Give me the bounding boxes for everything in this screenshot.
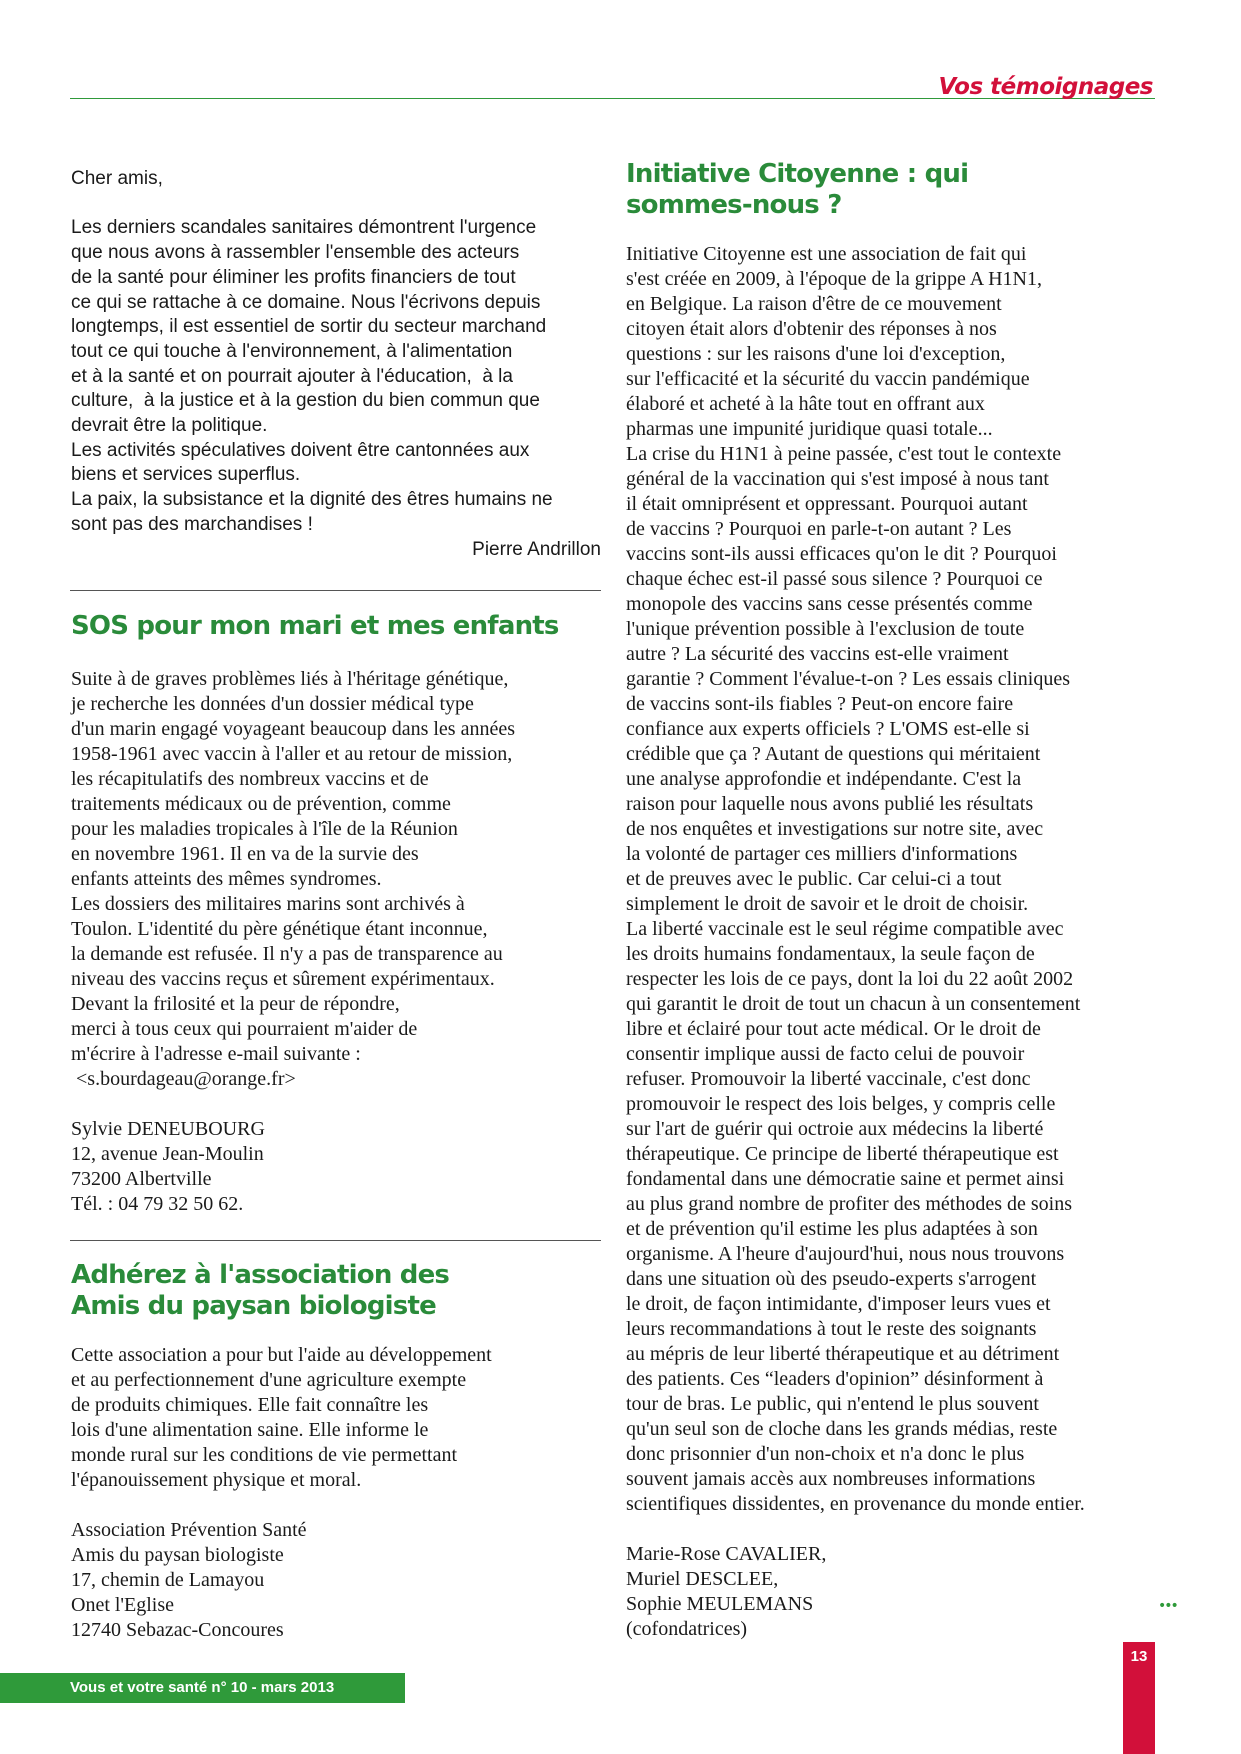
- initiative-line: l'unique prévention possible à l'exclusion de toute: [626, 618, 1025, 640]
- initiative-line: refuser. Promouvoir la liberté vaccinale, c'est donc: [626, 1068, 1031, 1090]
- initiative-line: s'est créée en 2009, à l'époque de la grippe A H1N1,: [626, 268, 1042, 290]
- amis-contact-line: Amis du paysan biologiste: [71, 1544, 284, 1566]
- initiative-line: crédible que ça ? Autant de questions qui méritaient: [626, 743, 1041, 765]
- initiative-line: raison pour laquelle nous avons publié les résultats: [626, 793, 1034, 815]
- initiative-line: La liberté vaccinale est le seul régime compatible avec: [626, 918, 1064, 940]
- amis-line: l'épanouissement physique et moral.: [71, 1469, 362, 1491]
- sos-article: [71, 667, 601, 1217]
- initiative-line: la volonté de partager ces milliers d'informations: [626, 843, 1018, 865]
- sos-line: enfants atteints des mêmes syndromes.: [71, 868, 382, 890]
- letter-block: [71, 167, 601, 562]
- footer-magazine: Vous et votre santé n° 10 - mars 2013: [70, 1679, 335, 1696]
- initiative-line: Initiative Citoyenne est une association de fait qui: [626, 243, 1027, 265]
- initiative-line: général de la vaccination qui s'est imposé à nous tant: [626, 468, 1049, 490]
- sos-line: 1958-1961 avec vaccin à l'aller et au retour de mission,: [71, 743, 513, 765]
- amis-contact-line: Association Prévention Santé: [71, 1519, 307, 1541]
- initiative-line: sur l'efficacité et la sécurité du vaccin pandémique: [626, 368, 1030, 390]
- amis-contact-line: 17, chemin de Lamayou: [71, 1569, 265, 1591]
- sos-line: traitements médicaux ou de prévention, comme: [71, 793, 451, 815]
- initiative-line: respecter les lois de ce pays, dont la loi du 22 août 2002: [626, 968, 1074, 990]
- letter-line: devrait être la politique.: [71, 415, 268, 437]
- initiative-line: souvent jamais accès aux nombreuses informations: [626, 1468, 1036, 1490]
- initiative-line: qu'un seul son de cloche dans les grands médias, reste: [626, 1418, 1058, 1440]
- initiative-line: il était omniprésent et oppressant. Pourquoi autant: [626, 493, 1028, 515]
- initiative-line: questions : sur les raisons d'une loi d'exception,: [626, 343, 1006, 365]
- initiative-line: tour de bras. Le public, qui n'entend le plus souvent: [626, 1393, 1039, 1415]
- initiative-line: de vaccins ? Pourquoi en parle-t-on autant ? Les: [626, 518, 1012, 540]
- signatory-line: Marie-Rose CAVALIER,: [626, 1543, 827, 1565]
- sos-line: Suite à de graves problèmes liés à l'héritage génétique,: [71, 668, 509, 690]
- sos-line: m'écrire à l'adresse e-mail suivante :: [71, 1043, 361, 1065]
- amis-contact: [71, 1518, 601, 1643]
- initiative-line: promouvoir le respect des lois belges, y compris celle: [626, 1093, 1056, 1115]
- page-number: 13: [1130, 1648, 1148, 1665]
- initiative-line: en Belgique. La raison d'être de ce mouvement: [626, 293, 1002, 315]
- amis-contact-line: Onet l'Eglise: [71, 1594, 175, 1616]
- sos-line: la demande est refusée. Il n'y a pas de transparence au: [71, 943, 503, 965]
- sos-line: niveau des vaccins reçus et sûrement expérimentaux.: [71, 968, 495, 990]
- sos-line: merci à tous ceux qui pourraient m'aider de: [71, 1018, 418, 1040]
- letter-line: biens et services superflus.: [71, 464, 301, 486]
- sos-line: les récapitulatifs des nombreux vaccins et de: [71, 768, 429, 790]
- sos-contact-line: 73200 Albertville: [71, 1168, 212, 1190]
- amis-title-line: Amis du paysan biologiste: [71, 1291, 436, 1321]
- initiative-line: dans une situation où des pseudo-experts s'arrogent: [626, 1268, 1037, 1290]
- signatory-line: (cofondatrices): [626, 1618, 748, 1640]
- amis-line: Cette association a pour but l'aide au développement: [71, 1344, 492, 1366]
- divider-2: [70, 1240, 601, 1241]
- initiative-line: monopole des vaccins sans cesse présentés comme: [626, 593, 1033, 615]
- continue-dots: •••: [1158, 1598, 1177, 1614]
- sos-line: d'un marin engagé voyageant beaucoup dans les années: [71, 718, 515, 740]
- initiative-body: [626, 242, 1156, 1517]
- sos-body: [71, 667, 601, 1092]
- initiative-line: libre et éclairé pour tout acte médical. Or le droit de: [626, 1018, 1041, 1040]
- letter-line: La paix, la subsistance et la dignité des êtres humains ne: [71, 489, 553, 511]
- letter-line: ce qui se rattache à ce domaine. Nous l'écrivons depuis: [71, 291, 541, 313]
- signatory-line: Sophie MEULEMANS: [626, 1593, 814, 1615]
- initiative-line: garantie ? Comment l'évalue-t-on ? Les essais cliniques: [626, 668, 1071, 690]
- initiative-line: au plus grand nombre de profiter des méthodes de soins: [626, 1193, 1073, 1215]
- initiative-line: vaccins sont-ils aussi efficaces qu'on le dit ? Pourquoi: [626, 543, 1057, 565]
- letter-line: culture, à la justice et à la gestion du bien commun que: [71, 390, 540, 412]
- sos-contact: [71, 1117, 601, 1217]
- letter-line: sont pas des marchandises !: [71, 513, 313, 535]
- letter-line: Les derniers scandales sanitaires démontrent l'urgence: [71, 217, 537, 239]
- amis-line: de produits chimiques. Elle fait connaître les: [71, 1394, 429, 1416]
- initiative-title: [626, 159, 968, 221]
- initiative-line: citoyen était alors d'obtenir des réponses à nos: [626, 318, 997, 340]
- letter-body: [71, 216, 601, 537]
- initiative-line: autre ? La sécurité des vaccins est-elle vraiment: [626, 643, 1009, 665]
- initiative-line: leurs recommandations à tout le reste des soignants: [626, 1318, 1037, 1340]
- signatory-line: Muriel DESCLEE,: [626, 1568, 779, 1590]
- initiative-line: consentir implique aussi de facto celui de pouvoir: [626, 1043, 1025, 1065]
- letter-line: tout ce qui touche à l'environnement, à l'alimentation: [71, 340, 513, 362]
- sos-contact-line: Tél. : 04 79 32 50 62.: [71, 1193, 244, 1215]
- initiative-line: au mépris de leur liberté thérapeutique et au détriment: [626, 1343, 1060, 1365]
- sos-line: Les dossiers des militaires marins sont archivés à: [71, 893, 465, 915]
- initiative-line: une analyse approfondie et indépendante. C'est la: [626, 768, 1022, 790]
- letter-line: de la santé pour éliminer les profits financiers de tout: [71, 266, 516, 288]
- amis-title-line: Adhérez à l'association des: [71, 1260, 450, 1290]
- initiative-article: [626, 242, 1156, 1642]
- amis-line: monde rural sur les conditions de vie permettant: [71, 1444, 458, 1466]
- sos-line: <s.bourdageau@orange.fr>: [71, 1068, 296, 1090]
- initiative-line: sur l'art de guérir qui octroie aux médecins la liberté: [626, 1118, 1044, 1140]
- initiative-line: thérapeutique. Ce principe de liberté thérapeutique est: [626, 1143, 1059, 1165]
- initiative-line: scientifiques dissidentes, en provenance du monde entier.: [626, 1493, 1085, 1515]
- initiative-line: fondamental dans une démocratie saine et permet ainsi: [626, 1168, 1065, 1190]
- sos-line: Devant la frilosité et la peur de répondre,: [71, 993, 400, 1015]
- initiative-line: confiance aux experts officiels ? L'OMS est-elle si: [626, 718, 1030, 740]
- sos-contact-line: 12, avenue Jean-Moulin: [71, 1143, 264, 1165]
- initiative-title-line: sommes-nous ?: [626, 190, 842, 220]
- letter-line: Les activités spéculatives doivent être cantonnées aux: [71, 439, 530, 461]
- initiative-line: élaboré et acheté à la hâte tout en offrant aux: [626, 393, 985, 415]
- amis-line: et au perfectionnement d'une agriculture exempte: [71, 1369, 467, 1391]
- sos-line: je recherche les données d'un dossier médical type: [71, 693, 474, 715]
- amis-article: [71, 1343, 601, 1643]
- initiative-line: organisme. A l'heure d'aujourd'hui, nous nous trouvons: [626, 1243, 1065, 1265]
- initiative-line: et de preuves avec le public. Car celui-ci a tout: [626, 868, 1002, 890]
- initiative-line: de vaccins sont-ils fiables ? Peut-on encore faire: [626, 693, 1014, 715]
- initiative-line: des patients. Ces “leaders d'opinion” désinforment à: [626, 1368, 1044, 1390]
- sos-line: en novembre 1961. Il en va de la survie des: [71, 843, 419, 865]
- initiative-line: pharmas une impunité juridique quasi totale...: [626, 418, 993, 440]
- letter-greeting: Cher amis,: [71, 168, 163, 189]
- letter-line: longtemps, il est essentiel de sortir du secteur marchand: [71, 316, 547, 338]
- sos-line: pour les maladies tropicales à l'île de la Réunion: [71, 818, 458, 840]
- initiative-line: le droit, de façon intimidante, d'imposer leurs vues et: [626, 1293, 1051, 1315]
- initiative-signatories: [626, 1542, 1156, 1642]
- sos-line: Toulon. L'identité du père génétique étant inconnue,: [71, 918, 488, 940]
- amis-title: [71, 1260, 449, 1322]
- initiative-line: qui garantit le droit de tout un chacun à un consentement: [626, 993, 1081, 1015]
- initiative-line: et de prévention qu'il estime les plus adaptées à son: [626, 1218, 1038, 1240]
- letter-line: que nous avons à rassembler l'ensemble des acteurs: [71, 242, 520, 264]
- divider-1: [70, 590, 601, 591]
- letter-line: et à la santé et on pourrait ajouter à l'éducation, à la: [71, 365, 513, 387]
- letter-signature: Pierre Andrillon: [472, 538, 601, 560]
- initiative-line: donc prisonnier d'un non-choix et n'a donc le plus: [626, 1443, 1025, 1465]
- initiative-title-line: Initiative Citoyenne : qui: [626, 159, 969, 189]
- sos-title: SOS pour mon mari et mes enfants: [71, 611, 559, 641]
- amis-body: [71, 1343, 601, 1493]
- initiative-line: simplement le droit de savoir et le droit de choisir.: [626, 893, 1029, 915]
- initiative-line: La crise du H1N1 à peine passée, c'est tout le contexte: [626, 443, 1062, 465]
- sos-contact-line: Sylvie DENEUBOURG: [71, 1118, 265, 1140]
- initiative-line: de nos enquêtes et investigations sur notre site, avec: [626, 818, 1044, 840]
- initiative-line: les droits humains fondamentaux, la seule façon de: [626, 943, 1035, 965]
- section-title: Vos témoignages: [938, 74, 1153, 100]
- amis-line: lois d'une alimentation saine. Elle informe le: [71, 1419, 429, 1441]
- initiative-line: chaque échec est-il passé sous silence ? Pourquoi ce: [626, 568, 1043, 590]
- amis-contact-line: 12740 Sebazac-Concoures: [71, 1619, 284, 1641]
